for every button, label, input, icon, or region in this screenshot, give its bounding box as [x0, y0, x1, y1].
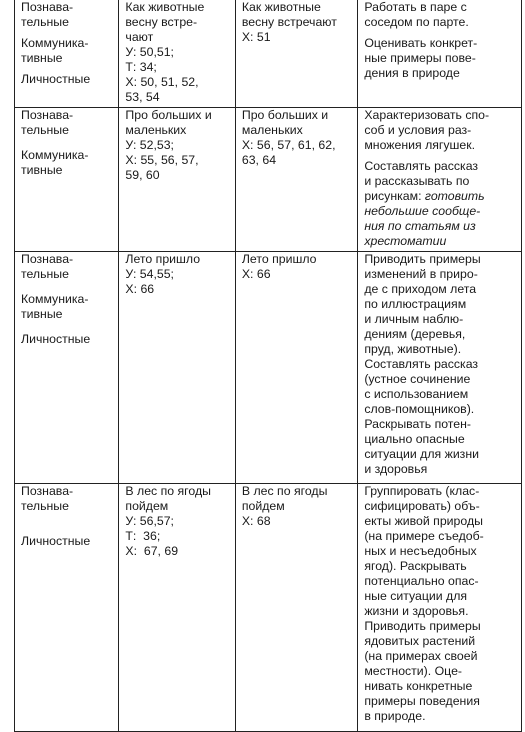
cell-line: Составлять рассказ: [364, 357, 479, 371]
cell-line: Лето пришло: [125, 252, 201, 266]
cell-line: У: 50,51;: [125, 45, 174, 59]
cell-line: тельные: [21, 499, 69, 513]
cell-line: нивать конкретные: [364, 679, 473, 693]
cell-line: 59, 60: [125, 168, 160, 182]
cell-line: весну встре-: [125, 15, 198, 29]
cell-line: Х: 66: [125, 282, 155, 296]
table-row: [15, 252, 522, 484]
cell-line: тельные: [21, 123, 69, 137]
reader-pages-cell: [235, 0, 357, 108]
topic-pages-cell: [119, 0, 235, 108]
cell-line: с использованием: [364, 387, 469, 401]
cell-line: Оценивать конкрет-: [364, 36, 478, 50]
activities-cell: [358, 108, 522, 252]
cell-line: Коммуника-: [21, 292, 89, 306]
cell-line: Приводить примеры: [364, 252, 481, 266]
cell-line: Х: 55, 56, 57,: [125, 153, 199, 167]
cell-line: Приводить примеры: [364, 619, 481, 633]
cell-line: тельные: [21, 15, 69, 29]
activities-cell: [358, 0, 522, 108]
cell-line: екты живой природы: [364, 514, 483, 528]
cell-line: пойдем: [125, 499, 169, 513]
cell-line: пойдем: [241, 499, 285, 513]
cell-line: изменений в приро-: [364, 267, 478, 281]
cell-line: [364, 189, 517, 204]
reader-pages-cell: [235, 252, 357, 484]
italic-line: хрестоматии: [364, 234, 447, 248]
activities-cell: [358, 484, 522, 732]
competencies-cell: [15, 252, 119, 484]
cell-line: де с приходом лета: [364, 282, 477, 296]
cell-line: слов-помощников).: [364, 402, 475, 416]
cell-line: Лето пришло: [241, 252, 317, 266]
cell-line: Х: 50, 51, 52,: [125, 75, 199, 89]
cell-line: и личным наблю-: [364, 312, 464, 326]
cell-line: Раскрывать потен-: [364, 417, 472, 431]
cell-line: Х: 68: [241, 514, 271, 528]
cell-line: 53, 54: [125, 90, 160, 104]
cell-line: Т: 36;: [125, 529, 161, 543]
cell-line: в природе.: [364, 709, 426, 723]
cell-line: Работать в паре с: [364, 0, 467, 14]
cell-line: множения лягушек.: [364, 138, 476, 152]
cell-line: В лес по ягоды: [241, 484, 328, 498]
cell-line: ные ситуации для: [364, 589, 468, 603]
cell-line: У: 52,53;: [125, 138, 174, 152]
cell-line: Личностные: [21, 72, 91, 86]
cell-line: дения в природе: [364, 66, 460, 80]
cell-line: тивные: [21, 307, 63, 321]
topic-pages-cell: [119, 484, 235, 732]
cell-line: сифицировать) объ-: [364, 499, 480, 513]
cell-line: циально опасные: [364, 432, 465, 446]
cell-line: 63, 64: [241, 153, 277, 167]
cell-line: У: 54,55;: [125, 267, 174, 281]
cell-line: Х: 56, 57, 61, 62,: [241, 138, 336, 152]
cell-line: и здоровья: [364, 462, 428, 476]
cell-line: Личностные: [21, 332, 91, 346]
cell-line: примеры поведения: [364, 694, 480, 708]
cell-line: В лес по ягоды: [125, 484, 211, 498]
cell-line: пруд, животные).: [364, 342, 462, 356]
cell-line: маленьких: [125, 123, 187, 137]
cell-line: (на примере съедоб-: [364, 529, 484, 543]
competencies-cell: [15, 0, 119, 108]
cell-line: тивные: [21, 51, 63, 65]
italic-text: готовить: [424, 189, 485, 203]
cell-line: ситуации для жизни: [364, 447, 479, 461]
topic-pages-cell: [119, 108, 235, 252]
cell-line: ядовитых растений: [364, 634, 476, 648]
cell-line: Характеризовать спо-: [364, 108, 490, 122]
cell-line: ные примеры пове-: [364, 51, 476, 65]
cell-line: ягод). Раскрывать: [364, 559, 467, 573]
cell-line: Познава-: [21, 108, 74, 122]
cell-line: соб и условия раз-: [364, 123, 472, 137]
cell-line: и рассказывать по: [364, 174, 470, 188]
activities-cell: [358, 252, 522, 484]
cell-text: рисункам:: [364, 189, 422, 203]
cell-line: Познава-: [21, 484, 74, 498]
cell-line: Про больших и: [241, 108, 329, 122]
cell-line: жизни и здоровья.: [364, 604, 469, 618]
reader-pages-cell: [235, 484, 357, 732]
cell-line: чают: [125, 30, 154, 44]
cell-line: соседом по парте.: [364, 15, 469, 29]
cell-line: местности). Оце-: [364, 664, 463, 678]
cell-line: Коммуника-: [21, 148, 89, 162]
cell-line: Т: 34;: [125, 60, 157, 74]
italic-line: небольшие сообще-: [364, 204, 481, 218]
cell-line: по иллюстрациям: [364, 297, 467, 311]
cell-line: Как животные: [125, 0, 205, 14]
table-row: [15, 0, 522, 108]
cell-line: потенциально опас-: [364, 574, 479, 588]
cell-line: Познава-: [21, 0, 74, 14]
cell-line: маленьких: [241, 123, 303, 137]
cell-line: ных и несъедобных: [364, 544, 477, 558]
competencies-cell: [15, 108, 119, 252]
italic-line: ния по статьям из: [364, 219, 476, 233]
cell-line: Группировать (клас-: [364, 484, 480, 498]
cell-line: Х: 66: [241, 267, 271, 281]
topic-pages-cell: [119, 252, 235, 484]
cell-line: (на примерах своей: [364, 649, 478, 663]
cell-line: тельные: [21, 267, 69, 281]
cell-line: Познава-: [21, 252, 74, 266]
cell-line: Х: 67, 69: [125, 544, 179, 558]
cell-line: Личностные: [21, 534, 91, 548]
competencies-cell: [15, 484, 119, 732]
table-row: [15, 108, 522, 252]
cell-line: Коммуника-: [21, 36, 89, 50]
cell-line: Про больших и: [125, 108, 212, 122]
cell-line: Как животные: [241, 0, 321, 14]
table-row: [15, 484, 522, 732]
cell-line: У: 56,57;: [125, 514, 174, 528]
cell-line: Составлять рассказ: [364, 159, 479, 173]
cell-line: весну встречают: [241, 15, 337, 29]
cell-line: дениям (деревья,: [364, 327, 466, 341]
cell-line: тивные: [21, 163, 63, 177]
cell-line: (устное сочинение: [364, 372, 471, 386]
reader-pages-cell: [235, 108, 357, 252]
cell-line: Х: 51: [241, 30, 271, 44]
lesson-plan-table: [14, 0, 522, 732]
